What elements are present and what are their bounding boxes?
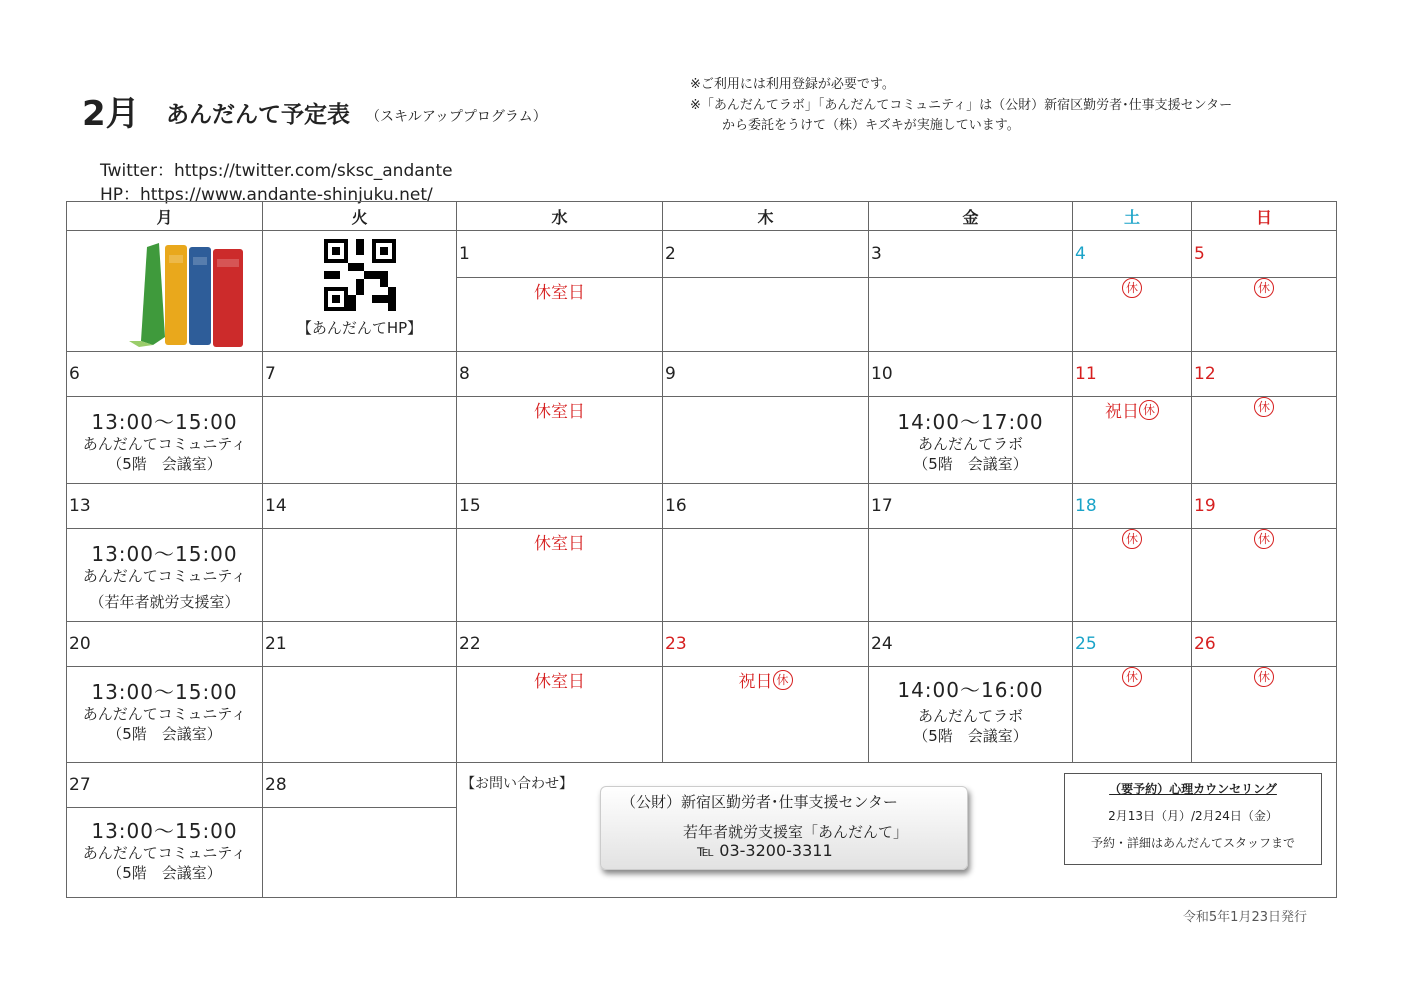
event-community bbox=[67, 667, 262, 744]
counseling-title: （要予約）心理カウンセリング bbox=[1109, 782, 1277, 796]
note-registration: ※ご利用には利用登録が必要です。 bbox=[690, 77, 895, 92]
day-number: 13 bbox=[69, 496, 91, 516]
event-cell bbox=[663, 667, 869, 763]
event-community bbox=[67, 529, 262, 612]
event-time: 13:00～15:00 bbox=[91, 542, 238, 566]
day-number: 1 bbox=[459, 244, 470, 265]
day-cell bbox=[67, 484, 263, 529]
closed-circle-icon: 休 bbox=[1254, 529, 1274, 549]
event-cell bbox=[457, 667, 663, 763]
counseling-info: 予約・詳細はあんだんてスタッフまで bbox=[1090, 836, 1295, 850]
day-number: 27 bbox=[69, 775, 91, 795]
day-cell bbox=[457, 484, 663, 529]
day-number: 9 bbox=[665, 364, 676, 384]
closed-circle-icon: 休 bbox=[1254, 278, 1274, 298]
event-time: 13:00～15:00 bbox=[91, 680, 238, 704]
event-lab bbox=[869, 397, 1072, 474]
holiday-label: 祝日 bbox=[1105, 402, 1139, 422]
day-cell bbox=[263, 622, 457, 667]
qr-caption: 【あんだんてHP】 bbox=[296, 319, 423, 337]
day-number: 7 bbox=[265, 364, 276, 384]
weekday-sun: 日 bbox=[1192, 202, 1337, 231]
weekday-mon: 月 bbox=[67, 202, 263, 231]
day-cell bbox=[263, 763, 457, 808]
day-number: 23 bbox=[665, 634, 687, 654]
event-cell bbox=[67, 667, 263, 763]
day-cell bbox=[1073, 622, 1192, 667]
day-cell bbox=[1192, 231, 1337, 278]
event-room: （5階 会議室） bbox=[913, 454, 1028, 473]
page-title: あんだんて予定表 bbox=[166, 102, 350, 128]
day-cell bbox=[67, 352, 263, 397]
day-cell bbox=[1073, 352, 1192, 397]
contact-office: 若年者就労支援室「あんだんて」 bbox=[683, 823, 909, 841]
day-cell bbox=[1192, 622, 1337, 667]
day-number: 20 bbox=[69, 634, 91, 654]
event-time: 13:00～15:00 bbox=[91, 410, 238, 434]
closed-circle-icon: 休 bbox=[773, 670, 793, 690]
event-cell bbox=[1073, 397, 1192, 484]
event-cell bbox=[663, 397, 869, 484]
event-cell bbox=[263, 529, 457, 622]
day-number: 12 bbox=[1194, 364, 1216, 384]
event-lab bbox=[869, 667, 1072, 746]
event-community bbox=[67, 808, 262, 883]
closed-circle-icon: 休 bbox=[1139, 400, 1159, 420]
day-cell bbox=[457, 231, 663, 278]
day-number: 24 bbox=[871, 634, 893, 654]
qr-code-icon[interactable] bbox=[324, 239, 396, 311]
day-cell bbox=[1073, 484, 1192, 529]
event-cell bbox=[1192, 278, 1337, 352]
weekday-tue: 火 bbox=[263, 202, 457, 231]
event-cell bbox=[1192, 529, 1337, 622]
day-cell bbox=[67, 622, 263, 667]
day-number: 19 bbox=[1194, 496, 1216, 516]
event-room: （5階 会議室） bbox=[913, 726, 1028, 745]
note-commission: ※「あんだんてラボ」「あんだんてコミュニティ」は（公財）新宿区勤労者･仕事支援センター bbox=[690, 98, 1233, 113]
event-cell bbox=[869, 397, 1073, 484]
event-cell bbox=[457, 529, 663, 622]
day-number: 8 bbox=[459, 364, 470, 384]
month-heading: 2月 bbox=[82, 94, 140, 134]
event-room: （5階 会議室） bbox=[107, 863, 222, 882]
event-time: 13:00～15:00 bbox=[91, 819, 238, 843]
event-name: あんだんてコミュニティ bbox=[82, 567, 247, 585]
day-cell bbox=[663, 484, 869, 529]
day-number: 10 bbox=[871, 364, 893, 384]
closed-label: 休室日 bbox=[534, 672, 585, 692]
event-name: あんだんてコミュニティ bbox=[82, 844, 247, 862]
day-cell bbox=[869, 231, 1073, 278]
note-commission-cont: から委託をうけて（株）キズキが実施しています。 bbox=[722, 118, 1020, 133]
twitter-link[interactable]: Twitter：https://twitter.com/sksc_andante bbox=[100, 161, 453, 181]
counseling-dates: 2月13日（月）/2月24日（金） bbox=[1108, 809, 1278, 823]
day-cell bbox=[457, 352, 663, 397]
event-name: あんだんてラボ bbox=[917, 707, 1023, 725]
day-number: 25 bbox=[1075, 634, 1097, 654]
event-cell bbox=[1192, 667, 1337, 763]
event-name: あんだんてラボ bbox=[917, 435, 1023, 453]
event-name: あんだんてコミュニティ bbox=[82, 435, 247, 453]
event-cell bbox=[1192, 397, 1337, 484]
day-cell bbox=[663, 231, 869, 278]
event-room: （若年者就労支援室） bbox=[89, 592, 240, 611]
day-cell bbox=[263, 352, 457, 397]
page-subtitle: （スキルアッププログラム） bbox=[366, 109, 547, 125]
event-cell bbox=[263, 667, 457, 763]
contact-tel[interactable]: ℡ 03-3200-3311 bbox=[697, 841, 833, 860]
closed-circle-icon: 休 bbox=[1254, 397, 1274, 417]
closed-circle-icon: 休 bbox=[1122, 667, 1142, 687]
day-number: 11 bbox=[1075, 364, 1097, 384]
day-cell bbox=[1073, 231, 1192, 278]
day-cell bbox=[67, 763, 263, 808]
day-cell bbox=[1192, 352, 1337, 397]
weekday-fri: 金 bbox=[869, 202, 1073, 231]
day-cell bbox=[869, 484, 1073, 529]
day-number: 5 bbox=[1194, 244, 1205, 265]
event-name: あんだんてコミュニティ bbox=[82, 705, 247, 723]
hp-link[interactable]: HP：https://www.andante-shinjuku.net/ bbox=[100, 185, 433, 205]
event-time: 14:00～17:00 bbox=[897, 410, 1044, 434]
qr-code-cell bbox=[263, 231, 457, 352]
day-cell bbox=[263, 484, 457, 529]
day-number: 2 bbox=[665, 244, 676, 265]
issue-date: 令和5年1月23日発行 bbox=[1182, 910, 1307, 925]
event-cell bbox=[67, 397, 263, 484]
day-number: 14 bbox=[265, 496, 287, 516]
day-number: 15 bbox=[459, 496, 481, 516]
event-cell bbox=[1073, 529, 1192, 622]
day-number: 26 bbox=[1194, 634, 1216, 654]
day-number: 16 bbox=[665, 496, 687, 516]
event-cell bbox=[663, 278, 869, 352]
event-cell bbox=[263, 397, 457, 484]
weekday-sat: 土 bbox=[1073, 202, 1192, 231]
event-cell bbox=[263, 808, 457, 898]
event-room: （5階 会議室） bbox=[107, 454, 222, 473]
books-illustration-cell bbox=[67, 231, 263, 352]
weekday-wed: 水 bbox=[457, 202, 663, 231]
day-number: 22 bbox=[459, 634, 481, 654]
event-cell bbox=[1073, 667, 1192, 763]
closed-circle-icon: 休 bbox=[1122, 278, 1142, 298]
event-cell bbox=[869, 529, 1073, 622]
event-cell bbox=[67, 529, 263, 622]
closed-label: 休室日 bbox=[534, 534, 585, 554]
event-cell bbox=[663, 529, 869, 622]
day-number: 3 bbox=[871, 244, 882, 265]
closed-label: 休室日 bbox=[534, 283, 585, 304]
event-room: （5階 会議室） bbox=[107, 724, 222, 743]
event-cell bbox=[869, 278, 1073, 352]
contact-info-box bbox=[600, 786, 968, 870]
day-number: 18 bbox=[1075, 496, 1097, 516]
event-time: 14:00～16:00 bbox=[897, 678, 1044, 702]
event-community bbox=[67, 397, 262, 474]
event-cell bbox=[457, 397, 663, 484]
closed-circle-icon: 休 bbox=[1122, 529, 1142, 549]
weekday-header-row bbox=[67, 202, 1337, 231]
day-number: 28 bbox=[265, 775, 287, 795]
weekday-thu: 木 bbox=[663, 202, 869, 231]
event-cell bbox=[457, 278, 663, 352]
day-number: 17 bbox=[871, 496, 893, 516]
day-cell bbox=[663, 622, 869, 667]
day-cell bbox=[869, 622, 1073, 667]
closed-circle-icon: 休 bbox=[1254, 667, 1274, 687]
counseling-box bbox=[1064, 773, 1322, 865]
event-cell bbox=[1073, 278, 1192, 352]
day-number: 6 bbox=[69, 364, 80, 384]
event-cell bbox=[869, 667, 1073, 763]
closed-label: 休室日 bbox=[534, 402, 585, 422]
contact-org: （公財）新宿区勤労者･仕事支援センター bbox=[621, 793, 898, 811]
event-cell bbox=[67, 808, 263, 898]
day-number: 4 bbox=[1075, 244, 1086, 265]
contact-label: 【お問い合わせ】 bbox=[461, 776, 573, 792]
holiday-label: 祝日 bbox=[738, 672, 773, 692]
day-cell bbox=[869, 352, 1073, 397]
books-icon bbox=[67, 231, 257, 347]
day-number: 21 bbox=[265, 634, 287, 654]
day-cell bbox=[457, 622, 663, 667]
day-cell bbox=[663, 352, 869, 397]
day-cell bbox=[1192, 484, 1337, 529]
